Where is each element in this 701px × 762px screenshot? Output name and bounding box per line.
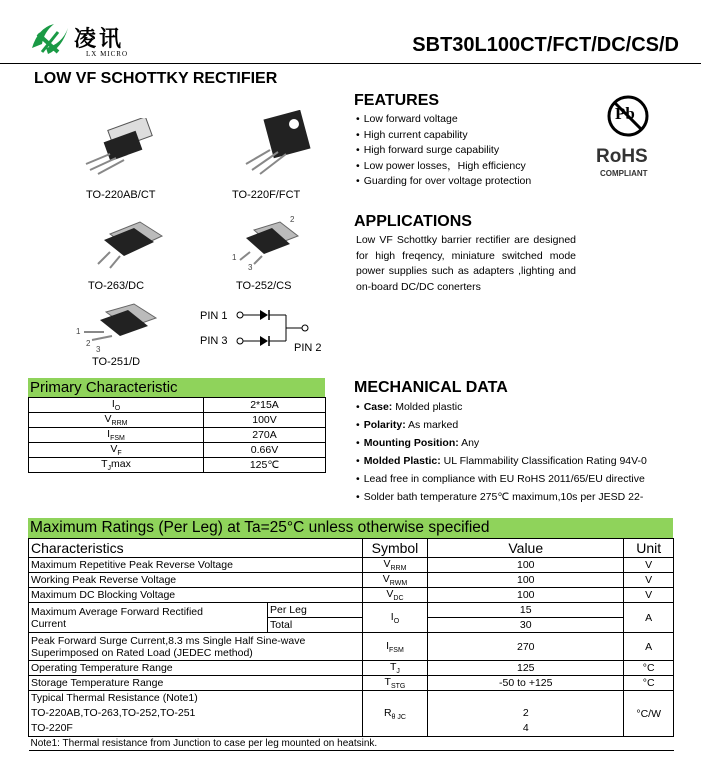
list-item: • Low forward voltage <box>356 112 586 128</box>
list-item: • Solder bath temperature 275℃ maximum,10s per JESD 22- <box>356 488 696 506</box>
svg-text:2: 2 <box>290 215 295 224</box>
list-item: • Mounting Position: Any <box>356 434 696 452</box>
mechanical-heading: MECHANICAL DATA <box>354 379 508 396</box>
table-row: Total 30 <box>29 618 674 633</box>
svg-text:3: 3 <box>248 263 253 272</box>
to263-package-icon <box>90 214 170 274</box>
table-row: Working Peak Reverse Voltage $V_{RWM}$ 100 V <box>29 573 674 588</box>
list-item: • Polarity: As marked <box>356 416 696 434</box>
page-subtitle: LOW VF SCHOTTKY RECTIFIER <box>34 70 278 87</box>
features-heading: FEATURES <box>354 92 440 109</box>
features-list <box>356 112 586 190</box>
table-note-row: Note1: Thermal resistance from Junction to case per leg mounted on heatsink. <box>29 737 674 751</box>
table-row: Maximum DC Blocking Voltage $V_{DC}$ 100 V <box>29 588 674 603</box>
pb-symbol: Pb <box>615 104 635 123</box>
list-item: • Lead free in compliance with EU RoHS 2011/65/EU directive <box>356 470 696 488</box>
list-item: • Guarding for over voltage protection <box>356 174 586 190</box>
table-row: Typical Thermal Resistance (Note1) TO-220AB,TO-263,TO-252,TO-251 TO-220F $R_{\theta JC}$ 2 4 °C/W <box>29 691 674 737</box>
logo-text: 凌讯 <box>74 26 125 52</box>
table-row: $T_J\max$ 125℃ <box>29 458 326 473</box>
logo-subtext: LX MICRO <box>86 50 129 58</box>
svg-text:1: 1 <box>232 253 237 262</box>
package-label: TO-220AB/CT <box>86 189 156 201</box>
table-row: Storage Temperature Range $T_{STG}$ -50 to +125 °C <box>29 676 674 691</box>
to252-package-icon <box>228 214 308 274</box>
table-row: Operating Temperature Range $T_J$ 125 °C <box>29 661 674 676</box>
company-logo <box>28 18 158 62</box>
svg-text:3: 3 <box>96 345 101 354</box>
to220-package-icon <box>80 118 170 178</box>
table-header-row: Characteristics Symbol Value Unit <box>29 539 674 558</box>
header-divider <box>0 63 701 64</box>
to251-package-icon <box>74 302 164 354</box>
max-ratings-table <box>28 538 674 751</box>
package-label: TO-220F/FCT <box>232 189 301 201</box>
list-item: • Case: Molded plastic <box>356 398 696 416</box>
part-number: SBT30L100CT/FCT/DC/CS/D <box>412 34 679 56</box>
table-row: $V_{RRM}$ 100V <box>29 413 326 428</box>
table-row: $V_F$ 0.66V <box>29 443 326 458</box>
table-row: $I_{FSM}$ 270A <box>29 428 326 443</box>
logo-mark-icon <box>28 18 72 60</box>
svg-text:2: 2 <box>86 339 91 348</box>
package-label: TO-263/DC <box>88 280 145 292</box>
pin1-label: PIN 1 <box>200 310 228 322</box>
applications-text: Low VF Schottky barrier rectifier are designed for high freqency, miniature switched mode power supplies such as adapters ,lighting and on-board DC/DC conerters <box>356 234 576 293</box>
svg-text:1: 1 <box>76 327 81 336</box>
list-item: • Low power losses，High efficiency <box>356 159 586 175</box>
table-row: Maximum Average Forward Rectified Current Per Leg $I_O$ 15 A <box>29 603 674 618</box>
max-ratings-title: Maximum Ratings (Per Leg) at Ta=25°C unless otherwise specified <box>28 518 673 538</box>
rohs-compliant: COMPLIANT <box>600 169 648 178</box>
primary-characteristic-title: Primary Characteristic <box>28 378 325 397</box>
mechanical-list <box>356 398 696 506</box>
list-item: • High forward surge capability <box>356 143 586 159</box>
table-row: Peak Forward Surge Current,8.3 ms Single Half Sine-wave Superimposed on Rated Load (JEDEC method) $I_{FSM}$ 270 A <box>29 633 674 661</box>
rohs-label: RoHS <box>596 146 648 167</box>
pin2-label: PIN 2 <box>294 342 322 354</box>
list-item: • Molded Plastic: UL Flammability Classification Rating 94V-0 <box>356 452 696 470</box>
table-row: Maximum Repetitive Peak Reverse Voltage $V_{RRM}$ 100 V <box>29 558 674 573</box>
applications-heading: APPLICATIONS <box>354 213 472 230</box>
pin3-label: PIN 3 <box>200 335 228 347</box>
package-label: TO-252/CS <box>236 280 292 292</box>
package-label: TO-251/D <box>92 356 141 368</box>
to220f-package-icon <box>234 110 324 180</box>
table-row: $I_O$ 2*15A <box>29 398 326 413</box>
list-item: • High current capability <box>356 128 586 144</box>
diode-schematic-icon <box>236 308 316 348</box>
primary-characteristic-table <box>28 397 326 473</box>
rohs-badge <box>594 94 662 184</box>
